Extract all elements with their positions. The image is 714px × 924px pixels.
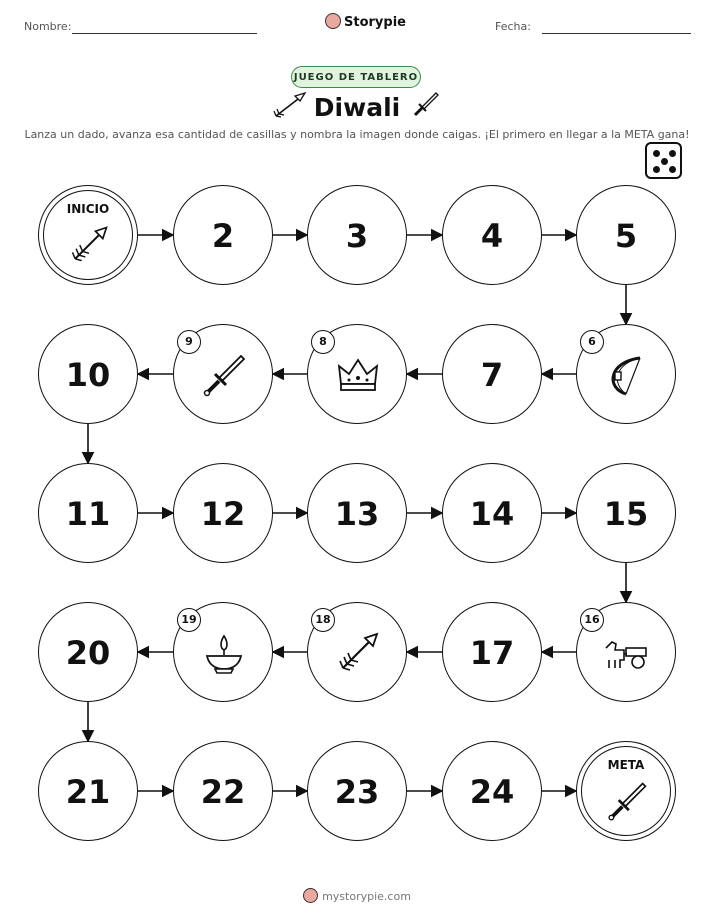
- game-type-badge: JUEGO DE TABLERO: [291, 66, 421, 88]
- board-square-20: [38, 602, 138, 702]
- board-square-4: [442, 185, 542, 285]
- board-square-11: [38, 463, 138, 563]
- board-square-14: [442, 463, 542, 563]
- diya-lamp-icon: [199, 628, 249, 678]
- square-number: 7: [480, 356, 504, 394]
- instructions: Lanza un dado, avanza esa cantidad de casillas y nombra la imagen donde caigas. ¡El primero en llegar a la META gana!: [24, 128, 690, 141]
- board-square-13: [307, 463, 407, 563]
- square-number: 12: [200, 495, 246, 533]
- square-number-tag: 16: [580, 608, 604, 632]
- square-number: 15: [603, 495, 649, 533]
- storypie-mascot-icon: [303, 888, 318, 903]
- board-square-12: [173, 463, 273, 563]
- board-square-3: [307, 185, 407, 285]
- square-number: 13: [334, 495, 380, 533]
- square-number: 10: [65, 356, 111, 394]
- page-title: Diwali: [313, 93, 401, 122]
- footer: [0, 888, 714, 903]
- start-square: [38, 185, 138, 285]
- square-number-tag: 18: [311, 608, 335, 632]
- footer-url[interactable]: mystorypie.com: [322, 890, 411, 903]
- start-label: INICIO: [66, 202, 110, 216]
- square-number-tag: 9: [177, 330, 201, 354]
- board-square-15: [576, 463, 676, 563]
- square-number: 2: [211, 217, 235, 255]
- sword-icon: [199, 350, 249, 400]
- square-number: 23: [334, 773, 380, 811]
- board-square-7: [442, 324, 542, 424]
- arrow-icon: [333, 628, 383, 678]
- square-number: 14: [469, 495, 515, 533]
- square-number: 17: [469, 634, 515, 672]
- square-number: 4: [480, 217, 504, 255]
- finish-square: [576, 741, 676, 841]
- square-number: 5: [614, 217, 638, 255]
- finish-label: META: [607, 758, 645, 772]
- square-number: 21: [65, 773, 111, 811]
- sword-icon: [604, 778, 650, 824]
- board-square-21: [38, 741, 138, 841]
- square-number: 3: [345, 217, 369, 255]
- crown-icon: [333, 350, 383, 400]
- bow-icon: [602, 350, 652, 400]
- square-number: 20: [65, 634, 111, 672]
- board-square-22: [173, 741, 273, 841]
- board-square-10: [38, 324, 138, 424]
- board-square-23: [307, 741, 407, 841]
- horse-cart-icon: [602, 628, 652, 678]
- square-number: 11: [65, 495, 111, 533]
- board-square-2: [173, 185, 273, 285]
- board-square-24: [442, 741, 542, 841]
- brand-name: Storypie: [344, 15, 406, 30]
- square-number: 22: [200, 773, 246, 811]
- square-number-tag: 8: [311, 330, 335, 354]
- square-number: 24: [469, 773, 515, 811]
- arrow-icon: [66, 222, 112, 268]
- name-label: Nombre:: [24, 20, 72, 33]
- square-number-tag: 6: [580, 330, 604, 354]
- date-label: Fecha:: [495, 20, 531, 33]
- board-square-17: [442, 602, 542, 702]
- square-number-tag: 19: [177, 608, 201, 632]
- board-square-5: [576, 185, 676, 285]
